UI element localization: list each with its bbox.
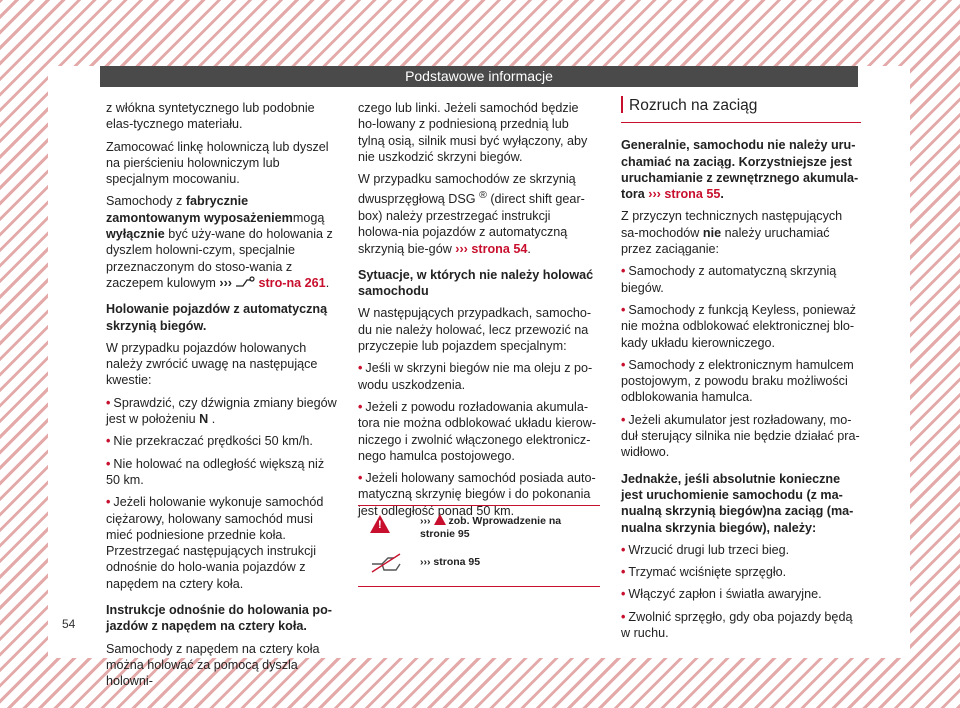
text: Nie przekraczać prędkości 50 km/h. (113, 434, 313, 449)
list-item (106, 494, 338, 592)
list-item (621, 357, 861, 406)
text: (direct shift gear-box) należy przestrzegać instrukcji holowa-nia pojazdów z automatyczną skrzynią bie-gów (358, 192, 585, 256)
section-title-text: Rozruch na zaciąg (629, 97, 758, 114)
paragraph (106, 193, 338, 291)
text: Nie holować na odległość większą niż 50 km. (106, 456, 325, 487)
text: Generalnie, samochodu nie należy uru-chamiać na zaciąg. Korzystniejsze jest uruchamianie z zewnętrznego akumula-tora (621, 138, 859, 202)
text: W przypadku samochodów ze skrzynią dwusprzęgłową DSG (358, 172, 576, 207)
page-number: 54 (62, 617, 76, 631)
note-hand-icon (370, 552, 402, 578)
page-reference-link[interactable]: stro-na 261 (258, 275, 326, 290)
list-item (621, 564, 861, 580)
reference-arrow: ››› (420, 515, 431, 527)
list-item (358, 360, 598, 393)
warning-triangle-icon (370, 515, 390, 533)
column-1 (106, 100, 338, 696)
text: mogą (292, 210, 325, 225)
section-title (621, 96, 861, 123)
warning-reference-text: zob. Wprowadzenie na stronie 95 (420, 515, 562, 540)
text: . (527, 241, 531, 256)
warning-box (358, 505, 600, 587)
text: Jeżeli holowany samochód posiada auto-matyczną skrzynię biegów i do pokonania jest odległość ponad 50 km. (358, 471, 596, 518)
bold-text: N (199, 412, 209, 427)
text: . (208, 412, 216, 427)
list-item (621, 609, 861, 642)
text: należy uruchamiać przez zaciąganie: (621, 225, 830, 257)
bullet-icon: • (358, 399, 363, 414)
bullet-icon: • (621, 302, 626, 317)
bullet-icon: • (621, 565, 626, 580)
text: Jeżeli holowanie wykonuje samochód ciężarowy, holowany samochód musi mieć podniesione przednie koła. Przestrzegać następujących instrukcji odnośnie do holo-wania pojazdów z napędem na cztery koła. (106, 495, 324, 591)
paragraph: Zamocować linkę holowniczą lub dyszel na pierścieniu holowniczym lub specjalnym mocowaniu. (106, 139, 329, 187)
list-item (621, 263, 861, 296)
page-reference-link[interactable]: ››› strona 54 (455, 241, 528, 256)
text: Zwolnić sprzęgło, gdy oba pojazdy będą w ruchu. (621, 609, 853, 641)
bullet-icon: • (621, 609, 626, 624)
page-reference-link[interactable]: ››› strona 55 (648, 187, 721, 202)
bold-text: fabrycznie zamontowanym wyposażeniem (106, 194, 293, 225)
text: Włączyć zapłon i światła awaryjne. (628, 587, 822, 602)
subheading: Instrukcje odnośnie do holowania po-jazdów z napędem na cztery koła. (106, 603, 332, 634)
bullet-icon: • (621, 542, 626, 557)
subheading: Jednakże, jeśli absolutnie konieczne jest uruchomienie samochodu (z ma-nualną skrzynią biegów)na zaciąg (ma-nualna skrzynia biegów), należy: (621, 471, 854, 535)
bullet-icon: • (358, 361, 363, 376)
list-item (621, 542, 861, 558)
registered-mark: ® (479, 189, 487, 202)
subheading: Sytuacje, w których nie należy holować samochodu (358, 267, 594, 299)
text: Z przyczyn technicznych następujących sa-mochodów (621, 209, 843, 240)
text: Samochody z funkcją Keyless, ponieważ nie można odblokować elektronicznej blo-kady układu kierowniczego. (621, 302, 856, 350)
subheading: Holowanie pojazdów z automatyczną skrzynią biegów. (106, 302, 328, 333)
list-item (621, 586, 861, 602)
paragraph: czego lub linki. Jeżeli samochód będzie ho-lowany z podniesioną przednią lub tylną osią, silnik musi być wyłączony, aby nie uszkodzić skrzyni biegów. (358, 101, 588, 164)
note-reference[interactable]: ››› strona 95 (420, 556, 481, 568)
text: . (325, 275, 330, 290)
bold-text: wyłącznie (106, 227, 165, 242)
list-item (106, 433, 338, 449)
title-accent-bar (621, 96, 623, 113)
paragraph (621, 208, 861, 257)
text: Sprawdzić, czy dźwignia zmiany biegów jest w położeniu (106, 395, 337, 427)
text: Samochody z elektronicznym hamulcem postojowym, z powodu braku możliwości odblokowania hamulca. (621, 357, 854, 405)
paragraph: W następujących przypadkach, samocho-du nie należy holować, lecz przewozić na przyczepie lub pojazdem specjalnym: (358, 306, 592, 354)
text: Samochody z automatyczną skrzynią biegów. (621, 264, 837, 295)
text: . (720, 187, 724, 202)
paragraph: z włókna syntetycznego lub podobnie elas-tycznego materiału. (106, 101, 315, 132)
page-header: Podstawowe informacje (100, 66, 858, 87)
bullet-icon: • (621, 412, 626, 427)
towbar-icon (235, 276, 255, 288)
text: Jeżeli akumulator jest rozładowany, mo-duł sterujący silnika nie będzie działać pra-widłowo. (621, 412, 860, 460)
list-item (358, 399, 598, 464)
lead-paragraph (621, 137, 861, 202)
bullet-icon: • (621, 357, 626, 372)
bullet-icon: • (621, 264, 626, 279)
text: być uży-wane do holowania z dyszlem holowni-czym, specjalnie przeznaczonym do stoso-wania z zaczepem kulowym (106, 227, 333, 290)
bullet-icon: • (621, 587, 626, 602)
reference-arrow[interactable]: ››› (219, 275, 236, 290)
text: Wrzucić drugi lub trzeci bieg. (628, 542, 790, 557)
list-item (106, 395, 338, 428)
bullet-icon: • (106, 395, 111, 410)
bullet-icon: • (106, 456, 111, 471)
warning-small-icon (434, 514, 446, 525)
paragraph (358, 171, 598, 257)
list-item (621, 412, 861, 461)
text: Jeżeli z powodu rozładowania akumula-tora nie można odblokować układu kierow-niczego i zwolnić włączonego elektronicz-nego hamulca postojowego. (358, 399, 597, 463)
bullet-icon: • (358, 471, 363, 486)
bullet-icon: • (106, 434, 111, 449)
warning-reference[interactable] (420, 514, 590, 541)
text: Jeśli w skrzyni biegów nie ma oleju z po-wodu uszkodzenia. (358, 361, 593, 392)
list-item (106, 456, 338, 489)
bold-text: nie (702, 225, 722, 240)
paragraph: W przypadku pojazdów holowanych należy zwrócić uwagę na następujące kwestie: (106, 340, 318, 388)
column-3 (621, 96, 861, 647)
text: Trzymać wciśnięte sprzęgło. (628, 565, 787, 580)
column-2 (358, 100, 598, 525)
list-item (621, 302, 861, 351)
text: Samochody z (106, 194, 186, 209)
bullet-icon: • (106, 495, 111, 510)
paragraph: Samochody z napędem na cztery koła można holować za pomocą dyszla holowni- (106, 641, 320, 689)
